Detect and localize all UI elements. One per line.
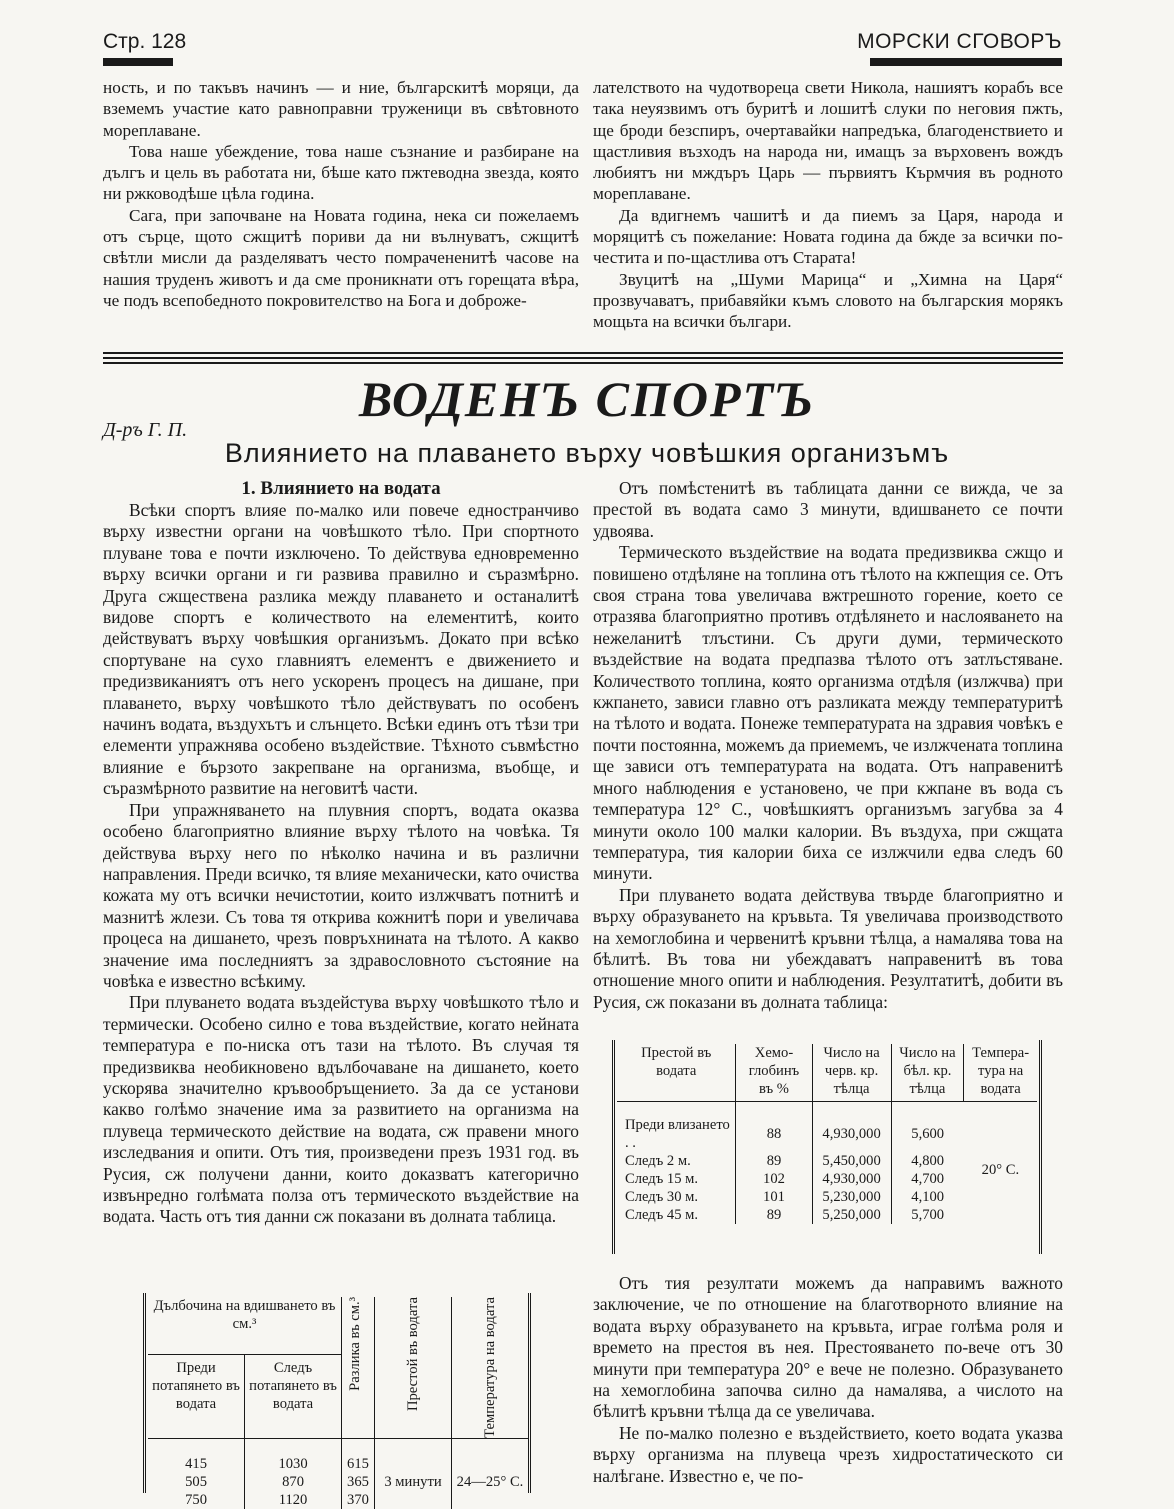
table-cell: 5,250,000 [812, 1206, 891, 1224]
author: Д-ръ Г. П. [103, 419, 188, 441]
paragraph: Сага, при започване на Новата година, нека си пожелаемъ отъ сърце, щото сжщитѣ пориви да ни вълнуватъ, сжщитѣ свѣтли мисли да разделяватъ често помрачененитѣ часове на нашия труденъ животъ и да сме проникнати отъ горещата вѣра, че подъ всепобедното покровителство на Бога и доброже- [103, 205, 579, 310]
table-header: Престой въ водата [617, 1044, 736, 1102]
table-header [452, 1297, 529, 1438]
table-cell: 870 [245, 1473, 342, 1491]
table-cell: 1120 [245, 1491, 342, 1509]
body-right-column [593, 478, 1063, 1013]
table-cell-temperature: 20° С. [981, 1162, 1020, 1178]
table-cell: 505 [185, 1473, 207, 1490]
table-cell: 1030 [245, 1455, 342, 1473]
table-header-text: Престой въ водата [405, 1297, 421, 1412]
body-left-column [103, 500, 579, 1228]
table-cell: 4,800 [891, 1152, 964, 1170]
paragraph: Отъ помѣстенитѣ въ таблицата данни се вижда, че за престой въ водата само 3 минути, вдишването се почти удвоява. [593, 478, 1063, 541]
table-cell-temp: 24—25° С. [452, 1455, 529, 1509]
table-header: Число на черв. кр. тѣлца [812, 1044, 891, 1102]
table-cell: 365 [342, 1473, 375, 1491]
table-cell: Следъ 30 м. [625, 1189, 699, 1205]
journal-title: МОРСКИ СГОВОРЪ [857, 30, 1062, 53]
table-cell: Следъ 2 м. [625, 1153, 691, 1169]
table-header [375, 1297, 452, 1438]
top-left-column [103, 77, 579, 311]
table-cell: 4,930,000 [812, 1170, 891, 1188]
table-row [617, 1116, 1037, 1152]
paragraph: Отъ тия резултати можемъ да направимъ важното заключение, че по отношение на благотворното влияние на водата върху образуването на кръвьта, играе голѣма роля и времето на престоя въ нея. Престояването по-вече отъ 30 минути при температура 20° е вече не полезно. Образуването на хемоглобина започва силно да намалява, а числото на бѣлитѣ кръвни тѣлца да се увеличава. [593, 1273, 1063, 1422]
paragraph: При упражняването на плувния спортъ, водата оказва особено благоприятно влияние върху тѣлото на човѣка. Тя действува върху него по нѣколко начина и въ различни направления. Преди всичко, тя влияе механически, като очиства кожата му отъ всички нечистотии, които излжчватъ потнитѣ и мазнитѣ жлези. Съ това тя открива кожнитѣ пори и увеличава процеса на дишането, чрезъ повръхнината на тѣлото. А какво значение има последниятъ за здравословното състояние на човѣка е известно всѣкиму. [103, 799, 579, 991]
paragraph: При плуването водата действува твърде благоприятно и върху образуването на кръвьта. Тя увеличава производството на хемоглобина и червенитѣ кръвни тѣлца, а намалява това на бѣлитѣ. Въ това ни убеждаватъ направенитѣ въ това отношение много опити и наблюдения. Резултатитѣ, добити въ Русия, сж показани въ долната таблица: [593, 884, 1063, 1012]
table-cell: 4,930,000 [812, 1116, 891, 1152]
paragraph: Да вдигнемъ чашитѣ и да пиемъ за Царя, народа и моряцитѣ съ пожелание: Новата година да бжде за всички по-честита и по-щастлива отъ Старата! [593, 205, 1063, 268]
paragraph: Не по-малко полезно е въздействието, което водата указва върху организма на плувеца чрезъ хидростатическото си налѣгане. Известно е, че по- [593, 1422, 1063, 1486]
table-row [148, 1455, 528, 1473]
paragraph: Звуцитѣ на „Шуми Марица“ и „Химна на Царя“ прозвучаватъ, прибавяйки къмъ словото на българския морякъ мощьта на всички българи. [593, 269, 1063, 332]
table-cell: 102 [736, 1170, 812, 1188]
paragraph: Това наше убеждение, това наше съзнание и разбиране на дългъ и цель въ работата ни, бѣше като пжтеводна звезда, която ни ржководѣше цѣла година. [103, 141, 579, 204]
table-cell: 89 [736, 1206, 812, 1224]
section-divider [103, 357, 1063, 359]
breath-table [148, 1297, 528, 1509]
table-cell: Преди влизането . . [625, 1117, 730, 1151]
header-rule-left [103, 58, 173, 66]
table-header: Хемо-глобинъ въ % [736, 1044, 812, 1102]
table-cell: 750 [185, 1491, 207, 1508]
paragraph: лателството на чудотвореца свети Никола, нашиятъ корабъ все така неуязвимъ отъ буритѣ и лошитѣ слуки по неговия пжть, ще броди безспиръ, очертавайки напредъка, благоденствието и щастливия възходъ на народа ни, имащъ за върховенъ вождъ любиятъ ни мждъръ Царь — първиятъ Кърмчия въ родното мореплаване. [593, 78, 1063, 204]
section-divider [103, 352, 1063, 354]
subheading: 1. Влиянието на водата [241, 478, 441, 499]
section-title: ВОДЕНЪ СПОРТЪ [358, 371, 816, 427]
table-header [342, 1297, 375, 1438]
paragraph: ность, и по такъвъ начинъ — и ние, българскитѣ моряци, да вземемъ участие като равноправни труженици въ свѣтовното мореплаване. [103, 78, 579, 140]
table-cell: 101 [736, 1188, 812, 1206]
table-cell: Следъ 15 м. [625, 1171, 699, 1187]
paragraph: Всѣки спортъ влияе по-малко или повече едностранчиво върху известни органи на човѣшкото тѣло. При спортното плуване това е почти изключено. То действува едновременно върху всички органи и ги развива правилно и съразмѣрно. Друга сжществена разлика между плаването и останалитѣ видове спортъ е количеството на елементитѣ, които действуватъ върху човѣшкия организъмъ. Докато при всѣко спортуване на сухо главниятъ елементъ е движението и предизвиканиятъ отъ него ускоренъ процесъ на дишане, при плаването, върху човѣшкото тѣло действуватъ по особенъ начинъ водата, въздухътъ и слънцето. Всѣки единъ отъ тѣзи три елементи упражнява особено въздействие. Тѣхното съвмѣстно влияние е бързото закрепване на организма, въобще, и съразмѣрното развитие на неговитѣ части. [103, 500, 579, 799]
table-header-text: Разлика въ см.³ [347, 1297, 363, 1391]
table-header: Дълбочина на вдишването въ см.³ [148, 1297, 342, 1355]
body-right-column-continued [593, 1273, 1063, 1487]
table-cell: 4,100 [891, 1188, 964, 1206]
table-cell: 88 [736, 1116, 812, 1152]
header-rule-right [870, 58, 1062, 66]
table-cell: 5,700 [891, 1206, 964, 1224]
table-header: Преди потапянето въ водата [152, 1360, 240, 1413]
table-cell: 615 [342, 1455, 375, 1473]
table-header-text: Температура на водата [482, 1297, 498, 1438]
table-cell: 415 [185, 1455, 207, 1472]
section-divider [103, 362, 1063, 364]
table-header: Темпера-тура на водата [964, 1044, 1037, 1102]
table-cell: 4,700 [891, 1170, 964, 1188]
table-cell: Следъ 45 м. [625, 1207, 699, 1223]
article-title: Влиянието на плаването върху човѣшкия организъмъ [224, 438, 950, 468]
table-cell: 370 [342, 1491, 375, 1509]
table-header: Число на бѣл. кр. тѣлца [891, 1044, 964, 1102]
table-cell: 89 [736, 1152, 812, 1170]
table-header: Следъ потапянето въ водата [245, 1355, 342, 1439]
table-cell: 5,450,000 [812, 1152, 891, 1170]
page-number: Стр. 128 [103, 30, 187, 53]
table-cell-stay: 3 минути [375, 1455, 452, 1509]
paragraph: Термическото въздействие на водата предизвиква сжщо и повишено отдѣляне на топлина отъ тѣлото на кжпещия се. Отъ своя страна това увеличава вжтрешното горение, което се отразява благоприятно противъ отдѣлянето и наслояването на нежеланитѣ тлъстини. Съ други думи, термическото въздействие на водата предпазва тѣлото отъ затлъстяване. Количеството топлина, която организма отдѣля (излжчва) при кжпането, зависи главно отъ разликата между температуритѣ на тѣлото и водата. Понеже температурата на здравия човѣкъ е почти постоянна, можемъ да приемемъ, че излжчената топлина ще зависи отъ температурата на водата. Отъ направенитѣ много наблюдения е установено, че при кжпане въ вода съ температура 12° С., човѣшкиятъ организъмъ загубва за 4 минути около 100 малки калории. Въ въздуха, при сжщата температура, тия калории биха се излжчили едва следъ 60 минути. [593, 542, 1063, 884]
table-cell: 5,230,000 [812, 1188, 891, 1206]
blood-table [617, 1044, 1037, 1224]
top-right-column [593, 77, 1063, 333]
paragraph: При плуването водата въздейстува върху човѣшкото тѣло и термически. Особено силно е това въздействие, когато нейната температура е по-ниска отъ тази на тѣлото. Въ случая тя предизвиква необикновено вдълбочаване на дишането, което ускорява значително кръвообръщението. За да се установи какво голѣмо значение има за развитието на организма на плувеца термическото действие на водата, сж правени много изследвания и опити. Отъ тия, произведени презъ 1931 год. въ Русия, сж получени данни, които доказватъ категорично извънредно голѣмата полза отъ термическото въздействие на водата. Часть отъ тия данни сж показани въ долната таблица. [103, 992, 579, 1227]
table-cell: 5,600 [891, 1116, 964, 1152]
